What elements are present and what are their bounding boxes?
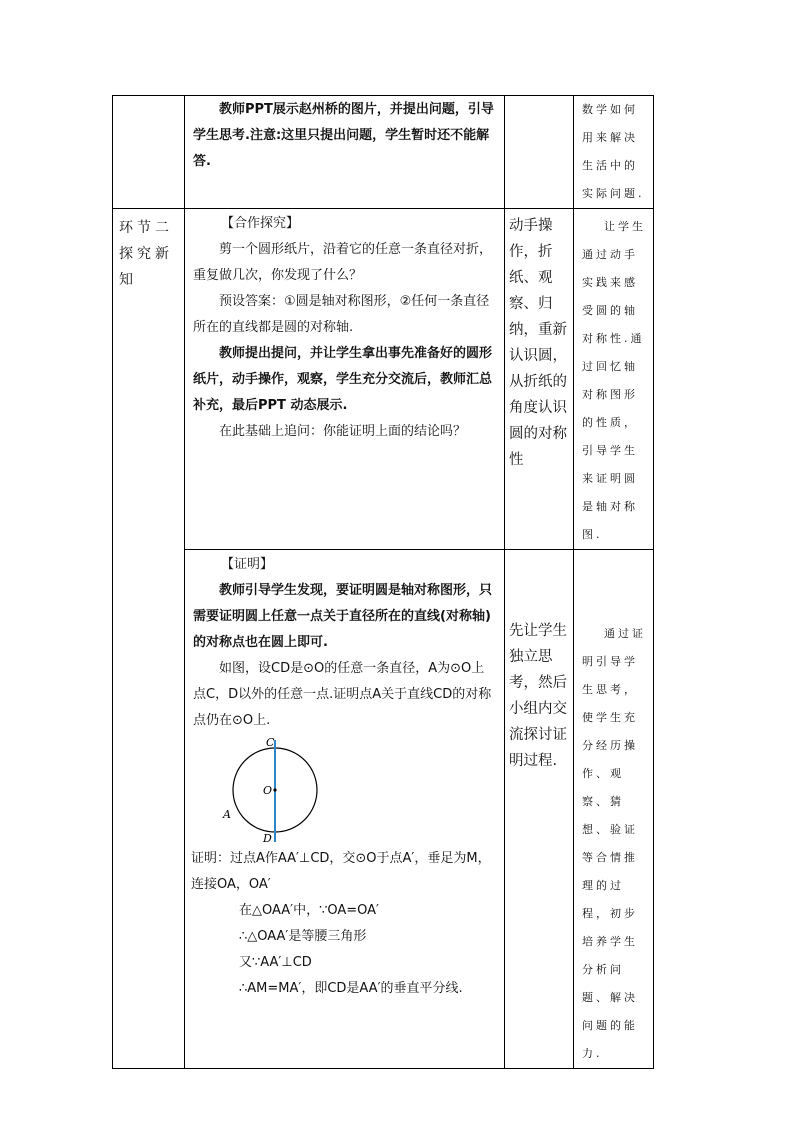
paragraph: 如图，设CD是⊙O的任意一条直径，A为⊙O上点C，D以外的任意一点.证明点A关于直线CD的对称点仍在⊙O上. <box>193 661 492 728</box>
circle-diagram <box>219 736 329 846</box>
paragraph: 教师引导学生发现，要证明圆是轴对称图形，只需要证明圆上任意一点关于直径所在的直线(对称轴)的对称点也在圆上即可. <box>193 583 493 650</box>
purpose-cell <box>574 209 654 550</box>
intro-paragraph: 教师PPT展示赵州桥的图片，并提出问题，引导学生思考.注意:这里只提出问题，学生暂时还不能解答. <box>193 102 494 169</box>
content-cell <box>185 209 505 550</box>
activity-cell <box>505 209 574 550</box>
table-row <box>113 550 654 1069</box>
stage-label: 环节二探究新知 <box>119 220 173 288</box>
lesson-table <box>112 95 654 1069</box>
content-cell <box>185 550 505 1069</box>
label-c: C <box>266 736 275 749</box>
center-point <box>273 788 276 791</box>
activity-cell <box>505 550 574 1069</box>
label-o: O <box>263 784 273 797</box>
label-d: D <box>263 832 272 845</box>
content-cell <box>185 96 505 209</box>
proof-step: ∴△OAA′是等腰三角形 <box>239 929 367 944</box>
purpose-text: 通过证明引导学生思考，使学生充分经历操作、观察、猜想、验证等合情推理的过程，初步培养学生分析问题、解决问题的能力. <box>582 627 646 1060</box>
proof-text: 证明：过点A作AA′⊥CD，交⊙O于点A′，垂足为M，连接OA，OA′ <box>191 851 491 892</box>
activity-cell <box>505 96 574 209</box>
table-row <box>113 96 654 209</box>
purpose-text: 让学生通过动手实践来感受圆的轴对称性.通过回忆轴对称图形的性质，引导学生来证明圆是轴对称图. <box>582 220 646 541</box>
table-row <box>113 209 654 550</box>
stage-cell <box>113 209 185 1069</box>
section-heading: 【合作探究】 <box>221 216 300 231</box>
paragraph: 在此基础上追问：你能证明上面的结论吗？ <box>219 424 467 439</box>
purpose-cell <box>574 96 654 209</box>
paragraph: 剪一个圆形纸片，沿着它的任意一条直径对折，重复做几次，你发现了什么？ <box>193 242 493 283</box>
proof-step: ∴AM=MA′，即CD是AA′的垂直平分线. <box>239 981 463 996</box>
paragraph: 教师提出提问，并让学生拿出事先准备好的圆形纸片，动手操作，观察，学生充分交流后，教师汇总补充，最后PPT 动态展示. <box>193 346 493 413</box>
proof-step: 又∵AA′⊥CD <box>239 955 312 970</box>
section-heading: 【证明】 <box>221 557 274 572</box>
purpose-text: 数学如何用来解决生活中的实际问题. <box>582 103 645 200</box>
purpose-cell <box>574 550 654 1069</box>
activity-text: 动手操作，折纸、观察、归纳，重新认识圆，从折纸的角度认识圆的对称性 <box>509 218 567 468</box>
label-a: A <box>223 808 231 821</box>
proof-step: 在△OAA′中，∵OA=OA′ <box>239 903 380 918</box>
activity-text: 先让学生独立思考，然后小组内交流探讨证明过程. <box>509 623 567 769</box>
paragraph: 预设答案：①圆是轴对称图形，②任何一条直径所在的直线都是圆的对称轴. <box>193 294 490 335</box>
stage-cell <box>113 96 185 209</box>
